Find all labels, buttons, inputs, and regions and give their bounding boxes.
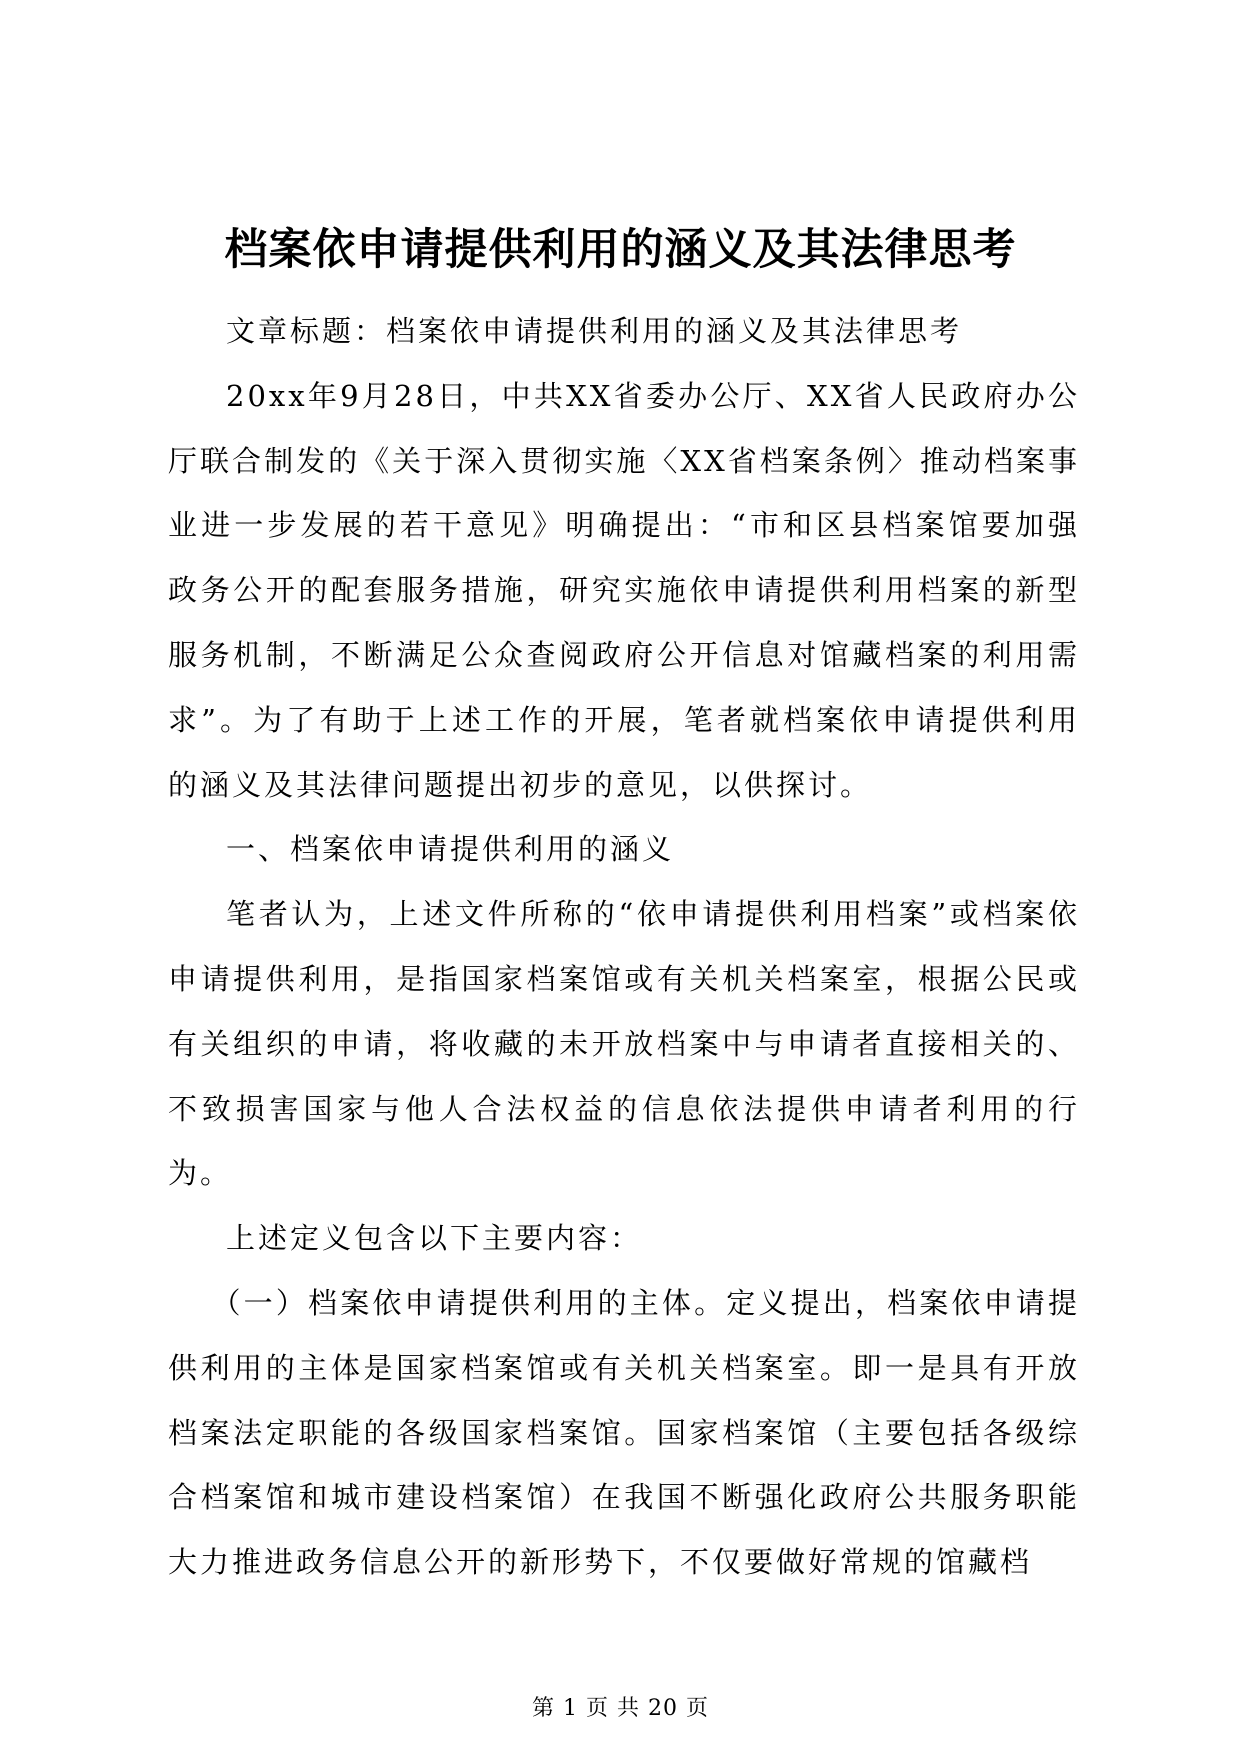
paragraph-subject: （一）档案依申请提供利用的主体。定义提出，档案依申请提供利用的主体是国家档案馆或有关机关档案室。即一是具有开放档案法定职能的各级国家档案馆。国家档案馆（主要包括各级综合档案馆和城市建设档案馆）在我国不断强化政府公共服务职能大力推进政务信息公开的新形势下，不仅要做好常规的馆藏档 [168, 1285, 1080, 1580]
document-title: 档案依申请提供利用的涵义及其法律思考 [224, 225, 1017, 275]
paragraph-definition: 笔者认为，上述文件所称的“依申请提供利用档案”或档案依申请提供利用，是指国家档案馆或有关机关档案室，根据公民或有关组织的申请，将收藏的未开放档案中与申请者直接相关的、不致损害国家与他人合法权益的信息依法提供申请者利用的行为。 [168, 897, 1080, 1191]
paragraph-definition-contents: 上述定义包含以下主要内容： [226, 1221, 643, 1256]
document-body [168, 299, 1080, 1595]
paragraph-introduction: 20xx年9月28日，中共XX省委办公厅、XX省人民政府办公厅联合制发的《关于深入贯彻实施〈XX省档案条例〉推动档案事业进一步发展的若干意见》明确提出：“市和区县档案馆要加强政务公开的配套服务措施，研究实施依申请提供利用档案的新型服务机制，不断满足公众查阅政府公开信息对馆藏档案的利用需求”。为了有助于上述工作的开展，笔者就档案依申请提供利用的涵义及其法律问题提出初步的意见，以供探讨。 [168, 378, 1080, 802]
section-heading-1: 一、档案依申请提供利用的涵义 [226, 832, 675, 867]
paragraph-article-title: 文章标题：档案依申请提供利用的涵义及其法律思考 [226, 314, 963, 348]
page-footer: 第 1 页 共 20 页 [532, 1696, 709, 1721]
